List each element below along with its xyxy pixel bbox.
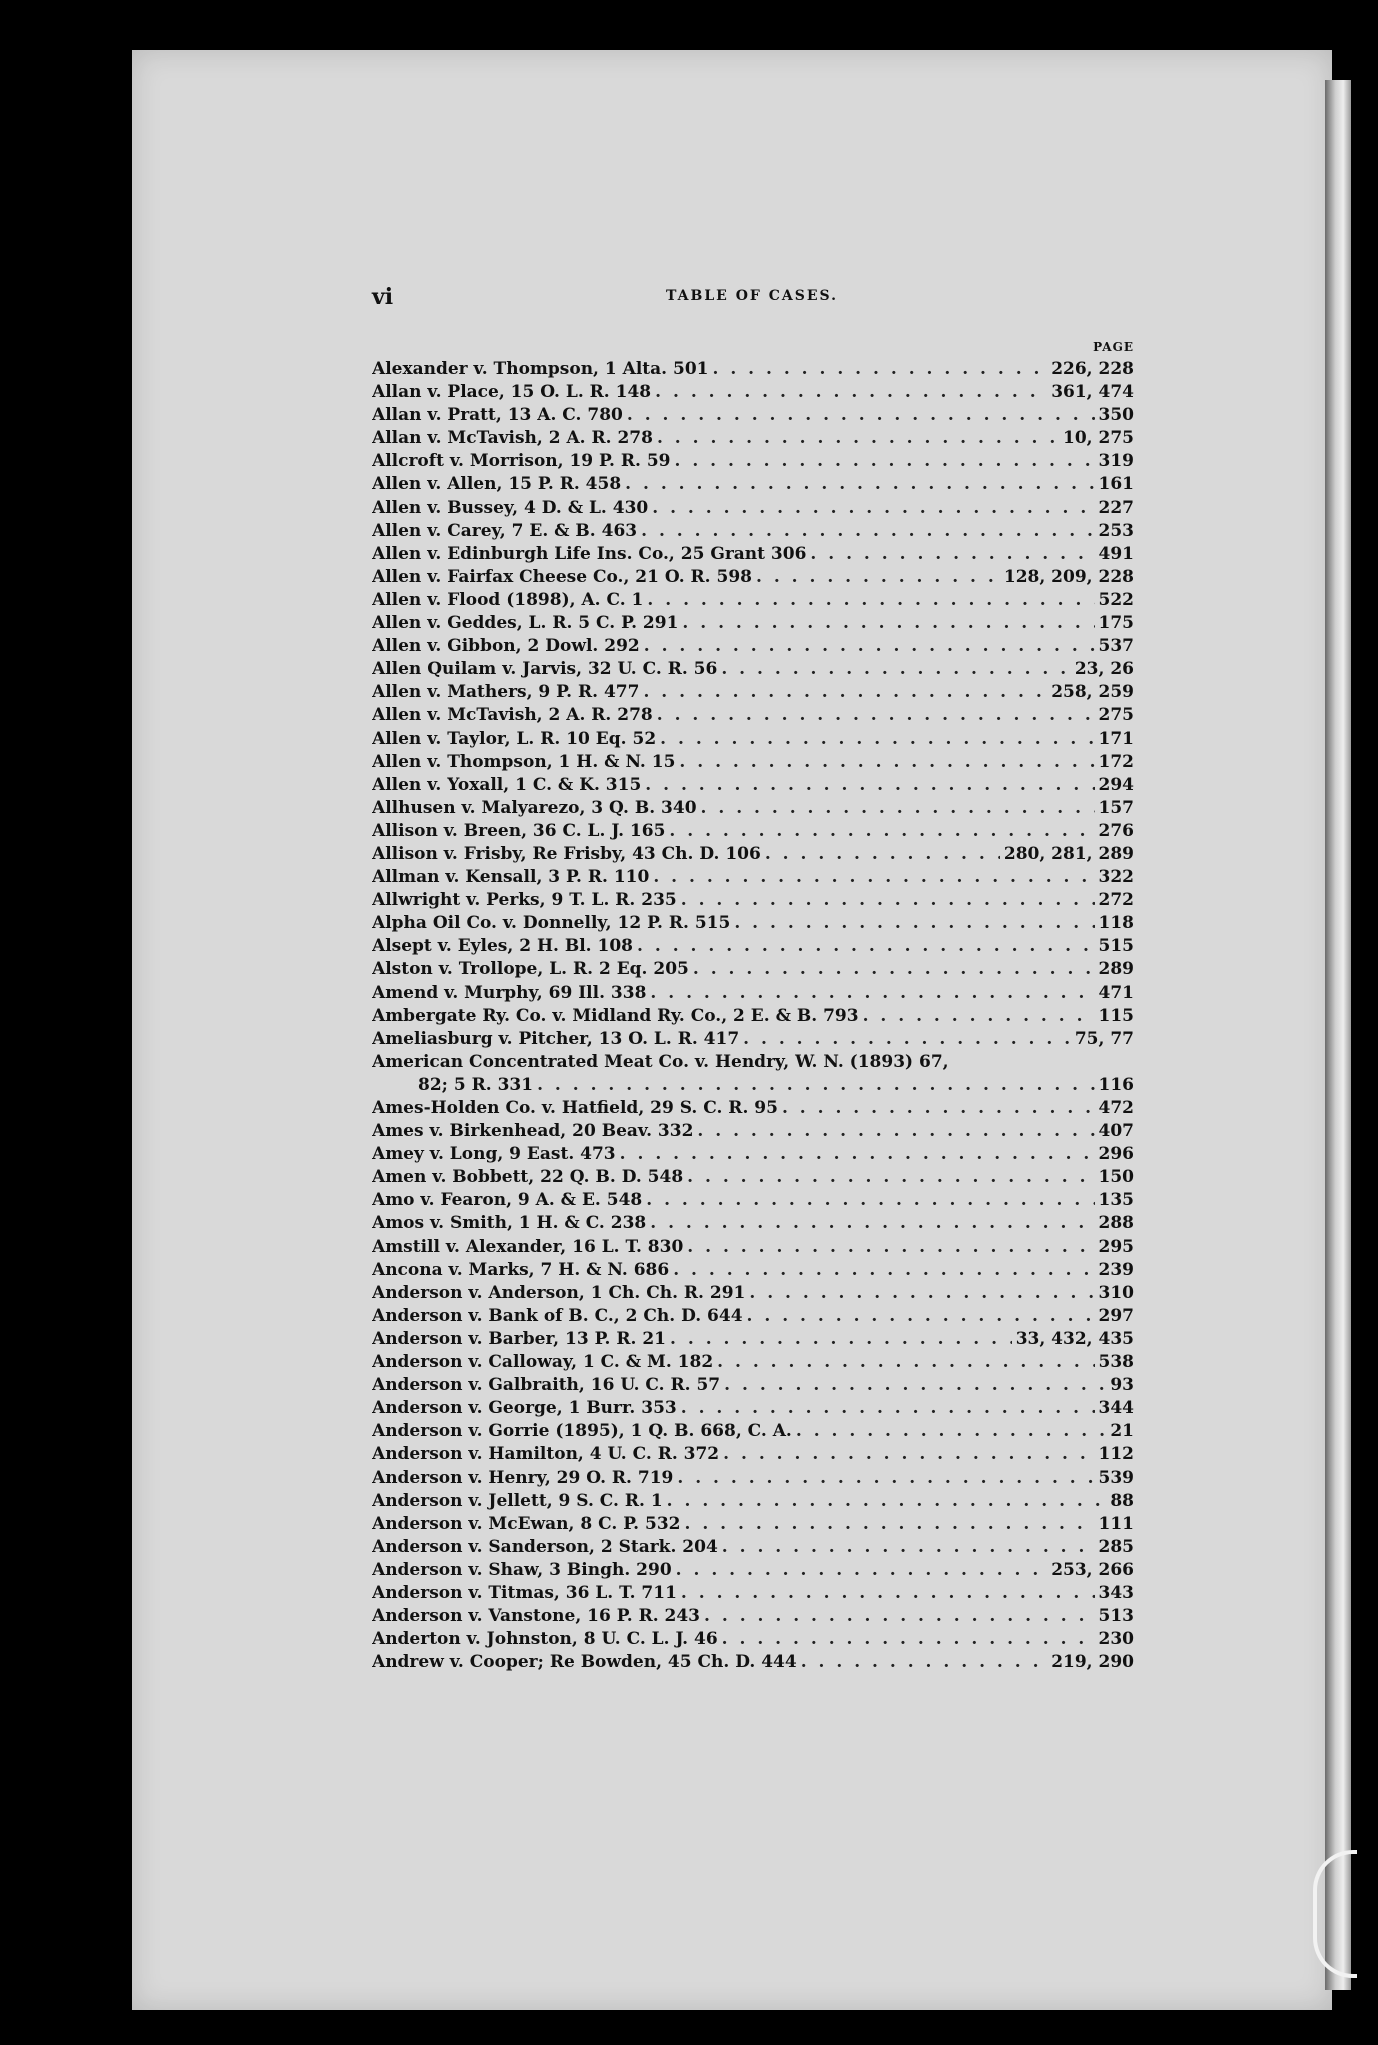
case-citation: Allhusen v. Malyarezo, 3 Q. B. 340 <box>372 797 697 818</box>
case-pages: 172 <box>1098 751 1134 772</box>
page-curl <box>1313 1850 1357 1978</box>
case-entry <box>372 1628 1134 1651</box>
case-entry <box>372 1559 1134 1582</box>
dot-leader <box>677 1467 1094 1490</box>
dot-leader <box>625 473 1094 496</box>
case-citation: 82; 5 R. 331 <box>418 1074 534 1095</box>
case-pages: 175 <box>1098 613 1134 634</box>
case-entry <box>372 866 1134 889</box>
dot-leader <box>756 566 1000 589</box>
case-entry <box>372 912 1134 935</box>
case-pages: 115 <box>1098 1005 1134 1026</box>
case-pages: 226, 228 <box>1051 359 1134 379</box>
case-pages: 538 <box>1098 1352 1134 1373</box>
case-entry <box>372 820 1134 843</box>
case-pages: 522 <box>1098 589 1134 610</box>
case-entry <box>372 1097 1134 1120</box>
case-entry <box>372 797 1134 820</box>
case-citation: Allen v. Gibbon, 2 Dowl. 292 <box>372 636 640 657</box>
case-pages: 157 <box>1098 797 1134 818</box>
case-citation: Anderson v. Bank of B. C., 2 Ch. D. 644 <box>372 1305 743 1326</box>
dot-leader <box>669 820 1094 843</box>
case-citation: Anderson v. Anderson, 1 Ch. Ch. R. 291 <box>372 1282 746 1303</box>
case-pages: 258, 259 <box>1051 682 1134 703</box>
case-entry <box>372 358 1134 381</box>
case-pages: 276 <box>1098 820 1134 841</box>
case-entry <box>372 1074 1134 1097</box>
case-pages: 344 <box>1098 1398 1134 1419</box>
case-citation: Allan v. Pratt, 13 A. C. 780 <box>372 405 623 426</box>
dot-leader <box>673 1259 1094 1282</box>
case-entry <box>372 1374 1134 1397</box>
case-entry <box>372 1397 1134 1420</box>
dot-leader <box>697 1120 1094 1143</box>
case-citation: Allison v. Frisby, Re Frisby, 43 Ch. D. 106 <box>372 843 761 864</box>
case-entry <box>372 1351 1134 1374</box>
case-entry <box>372 935 1134 958</box>
dot-leader <box>653 866 1094 889</box>
case-citation: Allen v. Carey, 7 E. & B. 463 <box>372 520 638 541</box>
case-citation: Anderton v. Johnston, 8 U. C. L. J. 46 <box>372 1629 718 1650</box>
dot-leader <box>687 1166 1094 1189</box>
case-citation: Amen v. Bobbett, 22 Q. B. D. 548 <box>372 1167 684 1188</box>
case-citation: American Concentrated Meat Co. v. Hendry, W. N. (1893) 67, <box>372 1051 949 1072</box>
dot-leader <box>782 1097 1095 1120</box>
case-pages: 239 <box>1098 1259 1134 1280</box>
case-citation: Allen v. Yoxall, 1 C. & K. 315 <box>372 774 642 795</box>
page-column-label: PAGE <box>1093 340 1134 354</box>
dot-leader <box>681 1397 1095 1420</box>
case-citation: Amend v. Murphy, 69 Ill. 338 <box>372 982 647 1003</box>
case-pages: 295 <box>1098 1236 1134 1257</box>
case-entry <box>372 1651 1134 1674</box>
case-citation: Allen v. Edinburgh Life Ins. Co., 25 Grant 306 <box>372 543 807 564</box>
case-pages: 88 <box>1110 1490 1134 1511</box>
case-pages: 161 <box>1098 474 1134 495</box>
case-pages: 513 <box>1098 1606 1134 1627</box>
case-pages: 93 <box>1110 1375 1134 1396</box>
case-citation: Andrew v. Cooper; Re Bowden, 45 Ch. D. 444 <box>372 1652 797 1673</box>
dot-leader <box>647 589 1094 612</box>
dot-leader <box>645 774 1094 797</box>
dot-leader <box>723 1443 1094 1466</box>
case-entry <box>372 543 1134 566</box>
case-citation: Anderson v. Henry, 29 O. R. 719 <box>372 1467 674 1488</box>
dot-leader <box>743 1028 1071 1051</box>
case-pages: 128, 209, 228 <box>1003 566 1134 587</box>
case-pages: 275 <box>1098 705 1134 726</box>
case-entry <box>372 1328 1134 1351</box>
case-citation: Ambergate Ry. Co. v. Midland Ry. Co., 2 E. & B. 793 <box>372 1005 859 1026</box>
case-entry <box>372 1467 1134 1490</box>
case-entry <box>372 1166 1134 1189</box>
dot-leader <box>657 704 1095 727</box>
dot-leader <box>650 1212 1094 1235</box>
case-pages: 310 <box>1098 1282 1134 1303</box>
case-pages: 75, 77 <box>1074 1028 1134 1049</box>
case-entry <box>372 728 1134 751</box>
case-citation: Ancona v. Marks, 7 H. & N. 686 <box>372 1259 670 1280</box>
case-citation: Anderson v. Hamilton, 4 U. C. R. 372 <box>372 1444 720 1465</box>
dot-leader <box>796 1420 1106 1443</box>
case-pages: 230 <box>1098 1629 1134 1650</box>
case-entry <box>372 589 1134 612</box>
dot-leader <box>537 1074 1094 1097</box>
case-pages: 253, 266 <box>1051 1559 1134 1580</box>
case-pages: 361, 474 <box>1051 382 1134 403</box>
case-entry <box>372 1051 1134 1074</box>
dot-leader <box>670 1328 1012 1351</box>
case-entry <box>372 566 1134 589</box>
case-pages: 539 <box>1098 1467 1134 1488</box>
case-citation: Anderson v. Shaw, 3 Bingh. 290 <box>372 1559 672 1580</box>
dot-leader <box>717 1351 1094 1374</box>
case-pages: 319 <box>1098 451 1134 472</box>
case-citation: Allen v. Flood (1898), A. C. 1 <box>372 589 644 610</box>
case-pages: 472 <box>1098 1098 1134 1118</box>
case-entry <box>372 681 1134 704</box>
dot-leader <box>721 658 1071 681</box>
case-pages: 112 <box>1098 1444 1134 1465</box>
dot-leader <box>641 520 1094 543</box>
case-entry <box>372 473 1134 496</box>
dot-leader <box>655 381 1047 404</box>
dot-leader <box>704 1605 1094 1628</box>
case-citation: Allen Quilam v. Jarvis, 32 U. C. R. 56 <box>372 659 718 680</box>
dot-leader <box>749 1282 1094 1305</box>
dot-leader <box>712 358 1047 381</box>
case-citation: Alpha Oil Co. v. Donnelly, 12 P. R. 515 <box>372 913 731 934</box>
case-citation: Alston v. Trollope, L. R. 2 Eq. 205 <box>372 959 689 980</box>
case-pages: 289 <box>1098 959 1134 980</box>
case-citation: Allan v. Place, 15 O. L. R. 148 <box>372 382 652 403</box>
case-entry <box>372 381 1134 404</box>
case-citation: Allen v. Taylor, L. R. 10 Eq. 52 <box>372 728 657 749</box>
case-pages: 407 <box>1098 1121 1134 1142</box>
case-pages: 322 <box>1098 867 1134 888</box>
dot-leader <box>650 982 1094 1005</box>
case-entry <box>372 1605 1134 1628</box>
case-citation: Alexander v. Thompson, 1 Alta. 501 <box>372 359 709 379</box>
case-entry <box>372 1189 1134 1212</box>
dot-leader <box>679 751 1094 774</box>
dot-leader <box>724 1374 1106 1397</box>
case-pages: 280, 281, 289 <box>1003 843 1134 864</box>
case-pages: 350 <box>1098 405 1134 426</box>
case-pages: 272 <box>1098 890 1134 911</box>
case-citation: Allman v. Kensall, 3 P. R. 110 <box>372 867 650 888</box>
case-pages: 297 <box>1098 1305 1134 1326</box>
case-pages: 10, 275 <box>1063 428 1134 449</box>
case-pages: 21 <box>1110 1421 1134 1442</box>
dot-leader <box>676 1559 1048 1582</box>
case-entry <box>372 1236 1134 1259</box>
case-citation: Anderson v. Jellett, 9 S. C. R. 1 <box>372 1490 663 1511</box>
dot-leader <box>810 543 1094 566</box>
case-pages: 288 <box>1098 1213 1134 1234</box>
case-pages: 171 <box>1098 728 1134 749</box>
case-entry <box>372 635 1134 658</box>
case-citation: Anderson v. Galbraith, 16 U. C. R. 57 <box>372 1375 721 1396</box>
case-pages: 471 <box>1098 982 1134 1003</box>
case-pages: 294 <box>1098 774 1134 795</box>
case-entry <box>372 704 1134 727</box>
case-citation: Amos v. Smith, 1 H. & C. 238 <box>372 1213 647 1234</box>
dot-leader <box>682 612 1094 635</box>
dot-leader <box>637 935 1094 958</box>
case-entry <box>372 497 1134 520</box>
case-entry <box>372 1490 1134 1513</box>
case-citation: Ames-Holden Co. v. Hatfield, 29 S. C. R. 95 <box>372 1098 778 1118</box>
case-citation: Anderson v. Vanstone, 16 P. R. 243 <box>372 1606 701 1627</box>
table-of-cases <box>372 358 1134 1674</box>
case-entry <box>372 427 1134 450</box>
case-entry <box>372 612 1134 635</box>
dot-leader <box>667 1490 1107 1513</box>
dot-leader <box>681 889 1095 912</box>
case-citation: Allen v. Fairfax Cheese Co., 21 O. R. 598 <box>372 566 752 587</box>
case-citation: Ames v. Birkenhead, 20 Beav. 332 <box>372 1121 694 1142</box>
case-pages: 343 <box>1098 1582 1134 1603</box>
dot-leader <box>722 1628 1095 1651</box>
case-citation: Allen v. Mathers, 9 P. R. 477 <box>372 682 640 703</box>
case-entry <box>372 751 1134 774</box>
case-citation: Alsept v. Eyles, 2 H. Bl. 108 <box>372 936 634 957</box>
case-entry <box>372 404 1134 427</box>
dot-leader <box>747 1305 1095 1328</box>
case-pages: 491 <box>1098 543 1134 564</box>
case-pages: 227 <box>1098 497 1134 518</box>
dot-leader <box>644 635 1095 658</box>
case-citation: Allcroft v. Morrison, 19 P. R. 59 <box>372 451 671 472</box>
case-entry <box>372 1536 1134 1559</box>
case-pages: 515 <box>1098 936 1134 957</box>
dot-leader <box>643 681 1047 704</box>
case-entry <box>372 889 1134 912</box>
case-citation: Allen v. Geddes, L. R. 5 C. P. 291 <box>372 613 679 634</box>
case-entry <box>372 1420 1134 1443</box>
case-entry <box>372 1443 1134 1466</box>
dot-leader <box>693 958 1095 981</box>
case-citation: Allan v. McTavish, 2 A. R. 278 <box>372 428 653 449</box>
case-entry <box>372 1120 1134 1143</box>
page-edge <box>1325 80 1351 1990</box>
case-entry <box>372 774 1134 797</box>
dot-leader <box>722 1536 1095 1559</box>
dot-leader <box>620 1143 1095 1166</box>
case-citation: Allison v. Breen, 36 C. L. J. 165 <box>372 820 666 841</box>
case-entry <box>372 958 1134 981</box>
case-citation: Anderson v. Calloway, 1 C. & M. 182 <box>372 1352 714 1373</box>
case-pages: 118 <box>1098 913 1134 934</box>
dot-leader <box>687 1236 1094 1259</box>
case-pages: 23, 26 <box>1074 659 1134 680</box>
case-entry <box>372 982 1134 1005</box>
case-pages: 135 <box>1098 1190 1134 1211</box>
dot-leader <box>652 497 1094 520</box>
case-citation: Amo v. Fearon, 9 A. & E. 548 <box>372 1190 643 1211</box>
case-pages: 111 <box>1098 1513 1134 1534</box>
running-title: TABLE OF CASES. <box>665 288 839 304</box>
case-entry <box>372 1305 1134 1328</box>
case-pages: 116 <box>1098 1074 1134 1095</box>
dot-leader <box>684 1513 1094 1536</box>
dot-leader <box>681 1582 1095 1605</box>
case-citation: Anderson v. Gorrie (1895), 1 Q. B. 668, C. A. <box>372 1421 792 1442</box>
dot-leader <box>863 1005 1095 1028</box>
case-citation: Allen v. Bussey, 4 D. & L. 430 <box>372 497 649 518</box>
case-entry <box>372 1582 1134 1605</box>
dot-leader <box>674 450 1094 473</box>
case-pages: 296 <box>1098 1144 1134 1165</box>
case-citation: Allen v. Thompson, 1 H. & N. 15 <box>372 751 676 772</box>
case-citation: Allwright v. Perks, 9 T. L. R. 235 <box>372 890 677 911</box>
case-entry <box>372 843 1134 866</box>
case-entry <box>372 1028 1134 1051</box>
case-citation: Anderson v. Barber, 13 P. R. 21 <box>372 1328 667 1349</box>
case-citation: Ameliasburg v. Pitcher, 13 O. L. R. 417 <box>372 1028 740 1049</box>
case-citation: Amstill v. Alexander, 16 L. T. 830 <box>372 1236 684 1257</box>
case-entry <box>372 1513 1134 1536</box>
case-citation: Anderson v. George, 1 Burr. 353 <box>372 1398 677 1419</box>
case-citation: Anderson v. Titmas, 36 L. T. 711 <box>372 1582 677 1603</box>
case-entry <box>372 1282 1134 1305</box>
dot-leader <box>765 843 1000 866</box>
case-citation: Allen v. McTavish, 2 A. R. 278 <box>372 705 653 726</box>
case-pages: 33, 432, 435 <box>1015 1328 1134 1349</box>
case-entry <box>372 450 1134 473</box>
case-citation: Anderson v. Sanderson, 2 Stark. 204 <box>372 1536 718 1557</box>
case-entry <box>372 1143 1134 1166</box>
dot-leader <box>701 797 1095 820</box>
case-pages: 219, 290 <box>1051 1652 1134 1673</box>
dot-leader <box>646 1189 1094 1212</box>
dot-leader <box>660 728 1094 751</box>
case-entry <box>372 1259 1134 1282</box>
case-citation: Allen v. Allen, 15 P. R. 458 <box>372 474 622 495</box>
case-entry <box>372 1212 1134 1235</box>
case-citation: Amey v. Long, 9 East. 473 <box>372 1144 616 1165</box>
dot-leader <box>734 912 1094 935</box>
dot-leader <box>627 404 1095 427</box>
case-citation: Anderson v. McEwan, 8 C. P. 532 <box>372 1513 681 1534</box>
case-pages: 150 <box>1098 1167 1134 1188</box>
dot-leader <box>657 427 1059 450</box>
dot-leader <box>801 1651 1047 1674</box>
case-pages: 285 <box>1098 1536 1134 1557</box>
case-entry <box>372 658 1134 681</box>
case-pages: 537 <box>1098 636 1134 657</box>
case-entry <box>372 520 1134 543</box>
case-entry <box>372 1005 1134 1028</box>
page-header <box>372 284 1132 314</box>
case-pages: 253 <box>1098 520 1134 541</box>
page-number: vi <box>372 284 394 310</box>
